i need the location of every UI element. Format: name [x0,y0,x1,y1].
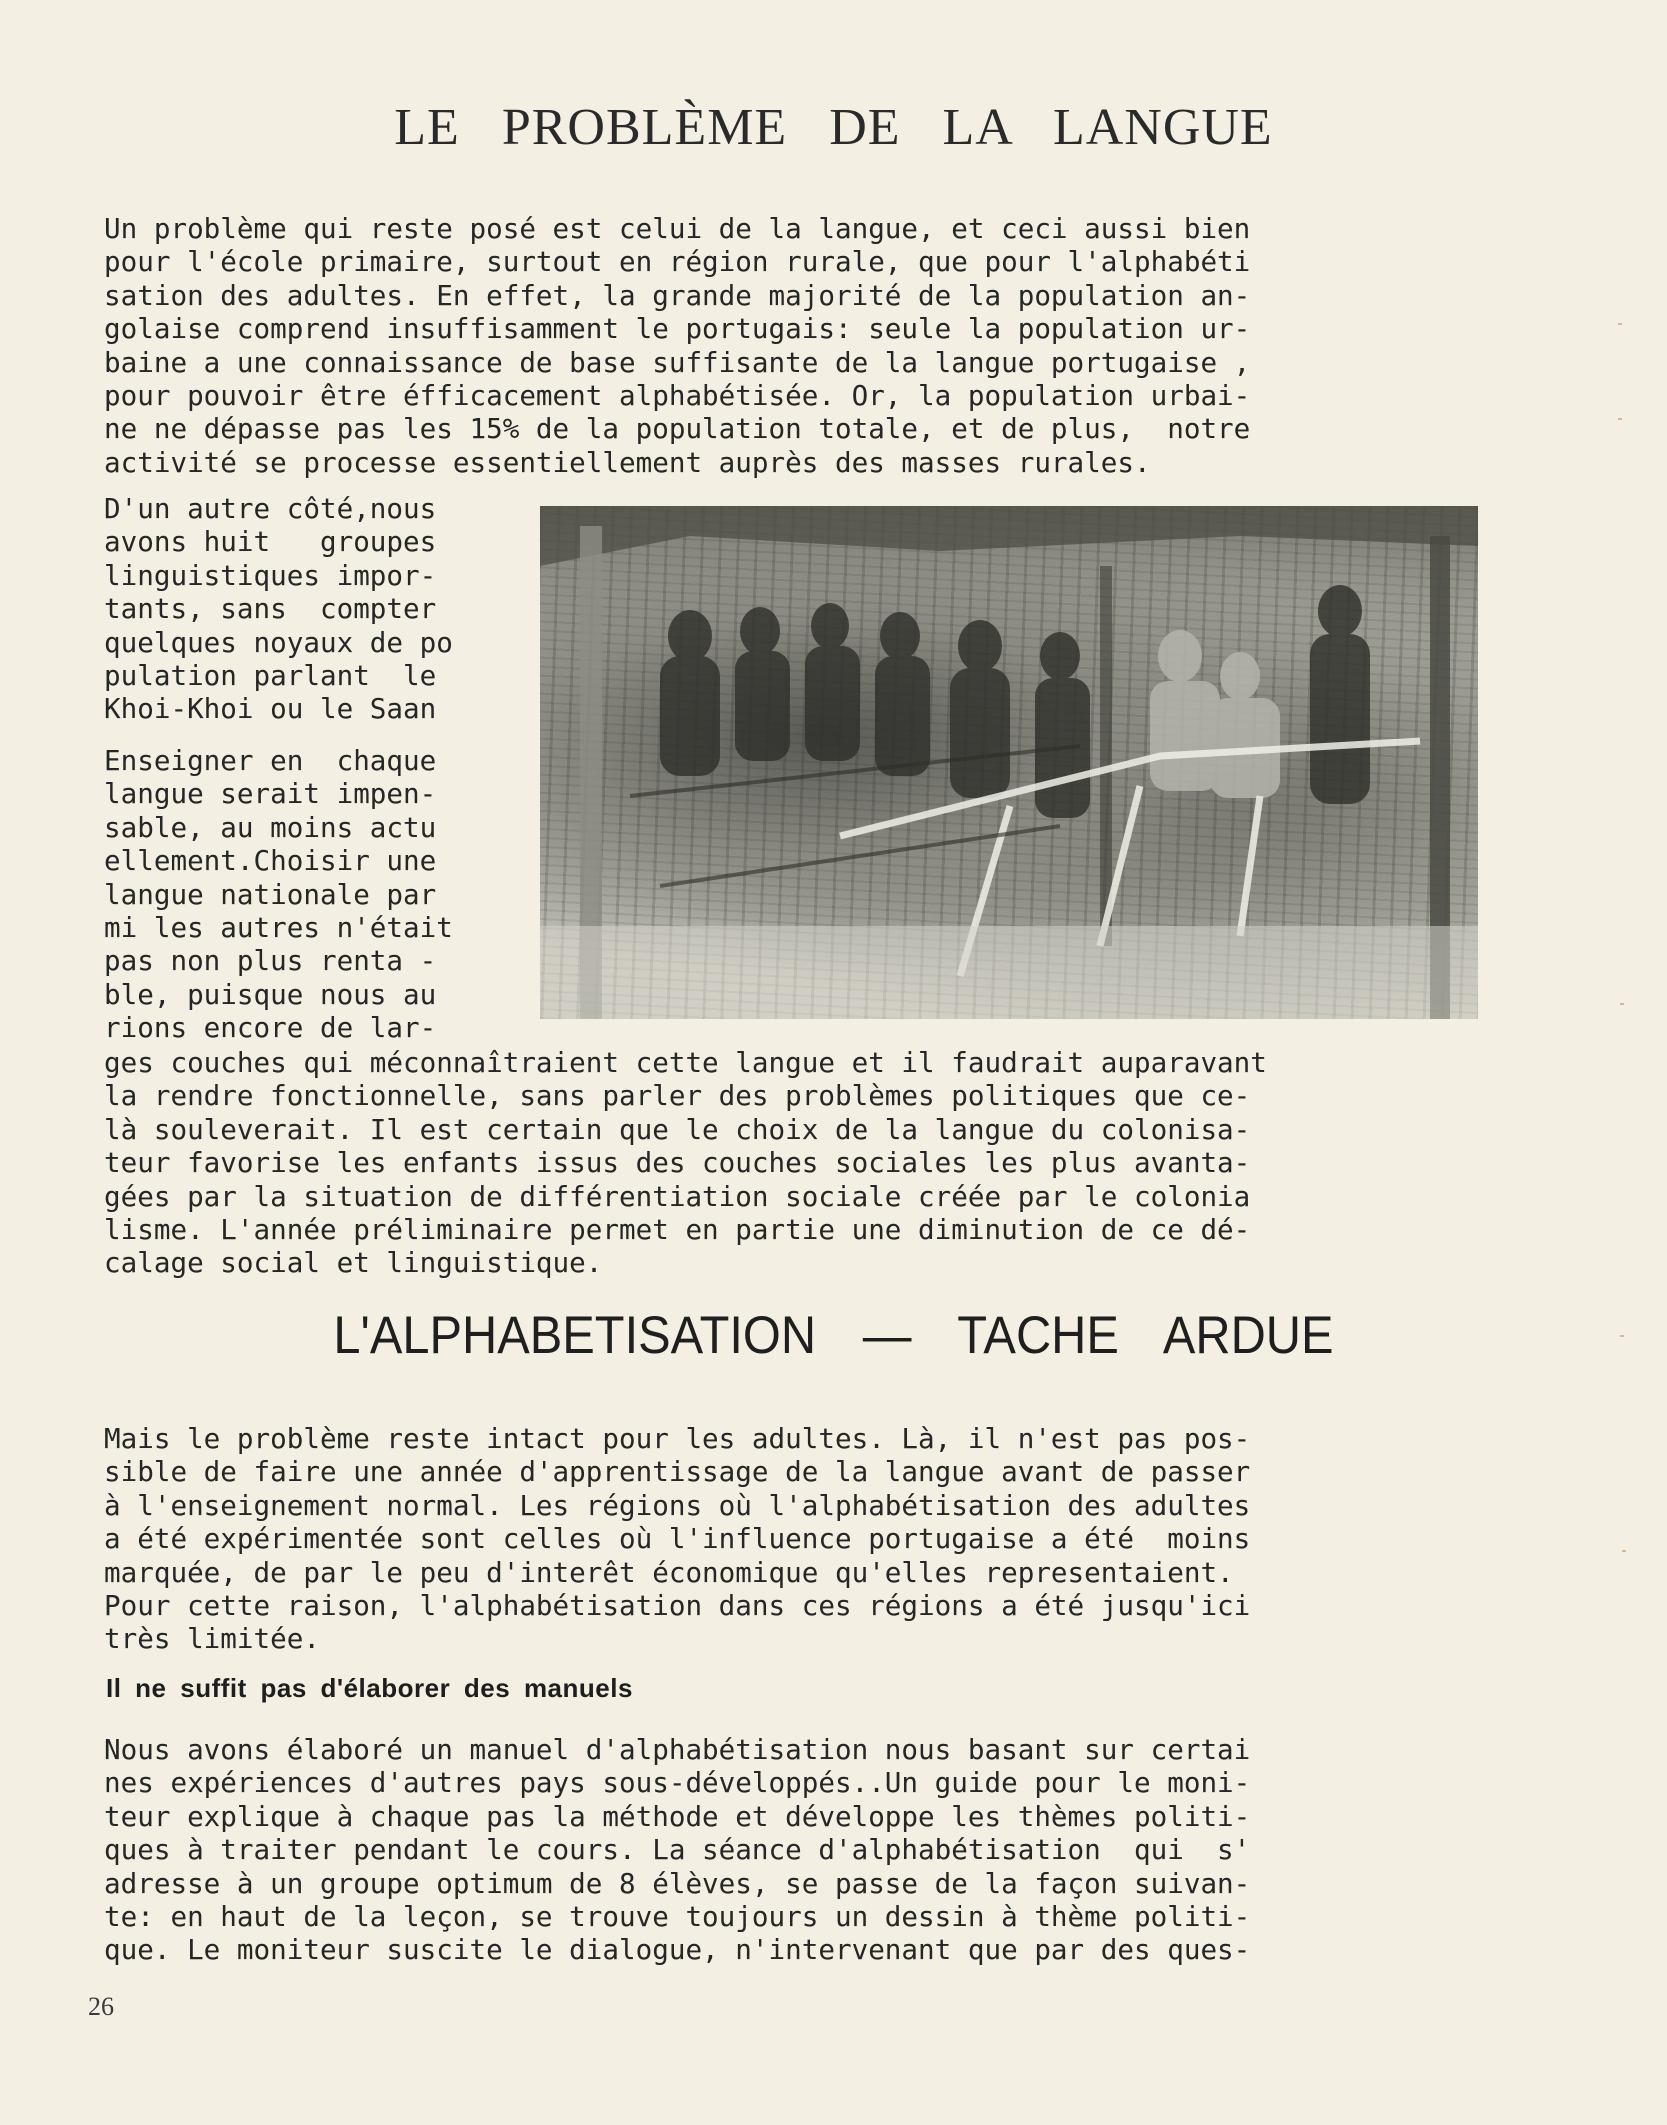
text-line: ellement.Choisir une [104,844,437,878]
text-line: à l'enseignement normal. Les régions où l'alphabétisation des adultes [104,1488,1251,1522]
text-line: ges couches qui méconnaîtraient cette langue et il faudrait auparavant [104,1046,1267,1079]
paragraph-manual [104,1733,1476,1967]
text-line: Enseigner en chaque [104,744,437,777]
text-line: langue nationale par [104,877,437,911]
paper-speck [1622,1550,1626,1552]
text-line: adresse à un groupe optimum de 8 élèves, se passe de la façon suivan- [104,1866,1251,1900]
paragraph-linguistic-groups [104,492,504,726]
text-line: marquée, de par le peu d'interêt économique qu'elles representaient. [104,1555,1234,1589]
text-line: langue serait impen- [104,777,437,811]
text-line: teur favorise les enfants issus des couches sociales les plus avanta- [104,1146,1251,1180]
paper-speck [1620,1335,1624,1337]
text-line: activité se processe essentiellement auprès des masses rurales. [104,445,1151,479]
paper-speck [1618,323,1622,325]
text-line: pas non plus renta - [104,944,437,978]
text-line: sable, au moins actu [104,810,437,844]
text-line: nes expériences d'autres pays sous-développés..Un guide pour le moni- [104,1766,1251,1800]
text-line: sation des adultes. En effet, la grande majorité de la population an- [104,278,1251,312]
text-line: que. Le moniteur suscite le dialogue, n'intervenant que par des ques- [104,1933,1251,1967]
paragraph-adults [104,1422,1476,1656]
text-line: a été expérimentée sont celles où l'influence portugaise a été moins [104,1522,1251,1556]
text-line: très limitée. [104,1622,320,1656]
text-line: te: en haut de la leçon, se trouve toujours un dessin à thème politi- [104,1900,1251,1934]
paper-speck [1620,1003,1624,1005]
text-line: Mais le problème reste intact pour les adultes. Là, il n'est pas pos- [104,1422,1251,1455]
page-number: 26 [88,1992,114,2021]
text-line: golaise comprend insuffisamment le portugais: seule la population ur- [104,312,1251,346]
classroom-photo [540,506,1478,1019]
page-title: LE PROBLÈME DE LA LANGUE [394,99,1273,156]
text-line: la rendre fonctionnelle, sans parler des problèmes politiques que ce- [104,1079,1251,1113]
section-heading: L'ALPHABETISATION — TACHE ARDUE [333,1306,1334,1365]
text-line: quelques noyaux de po [104,625,453,659]
text-line: ne ne dépasse pas les 15% de la population totale, et de plus, notre [104,412,1251,446]
text-line: baine a une connaissance de base suffisante de la langue portugaise , [104,345,1251,379]
subheading: Il ne suffit pas d'élaborer des manuels [106,1673,633,1703]
text-line: tants, sans compter [104,592,437,626]
paragraph-intro [104,212,1476,479]
text-line: mi les autres n'était [104,911,453,945]
text-line: lisme. L'année préliminaire permet en partie une diminution de ce dé- [104,1213,1251,1247]
text-line: pulation parlant le [104,659,437,693]
text-line: gées par la situation de différentiation sociale créée par le colonia [104,1179,1251,1213]
text-line: Khoi-Khoi ou le Saan [104,692,437,726]
text-line: pour l'école primaire, surtout en région rurale, que pour l'alphabéti [104,245,1251,279]
text-line: ble, puisque nous au [104,977,437,1011]
text-line: sible de faire une année d'apprentissage de la langue avant de passer [104,1455,1251,1489]
text-line: linguistiques impor- [104,558,437,592]
classroom-photo-drawing [540,506,1478,1019]
paper-speck [1618,418,1622,420]
text-line: Nous avons élaboré un manuel d'alphabétisation nous basant sur certai [104,1733,1251,1766]
paragraph-colonial-language [104,1046,1476,1280]
text-line: Pour cette raison, l'alphabétisation dans ces régions a été jusqu'ici [104,1589,1251,1623]
text-line: ques à traiter pendant le cours. La séance d'alphabétisation qui s' [104,1833,1251,1867]
text-line: calage social et linguistique. [104,1246,603,1280]
text-line: là souleverait. Il est certain que le choix de la langue du colonisa- [104,1112,1251,1146]
text-line: avons huit groupes [104,525,437,559]
text-line: Un problème qui reste posé est celui de la langue, et ceci aussi bien [104,212,1251,245]
paragraph-teaching-language [104,744,504,1045]
text-line: rions encore de lar- [104,1011,437,1045]
text-line: D'un autre côté,nous [104,492,437,525]
text-line: pour pouvoir être éfficacement alphabétisée. Or, la population urbai- [104,379,1251,413]
text-line: teur explique à chaque pas la méthode et développe les thèmes politi- [104,1799,1251,1833]
